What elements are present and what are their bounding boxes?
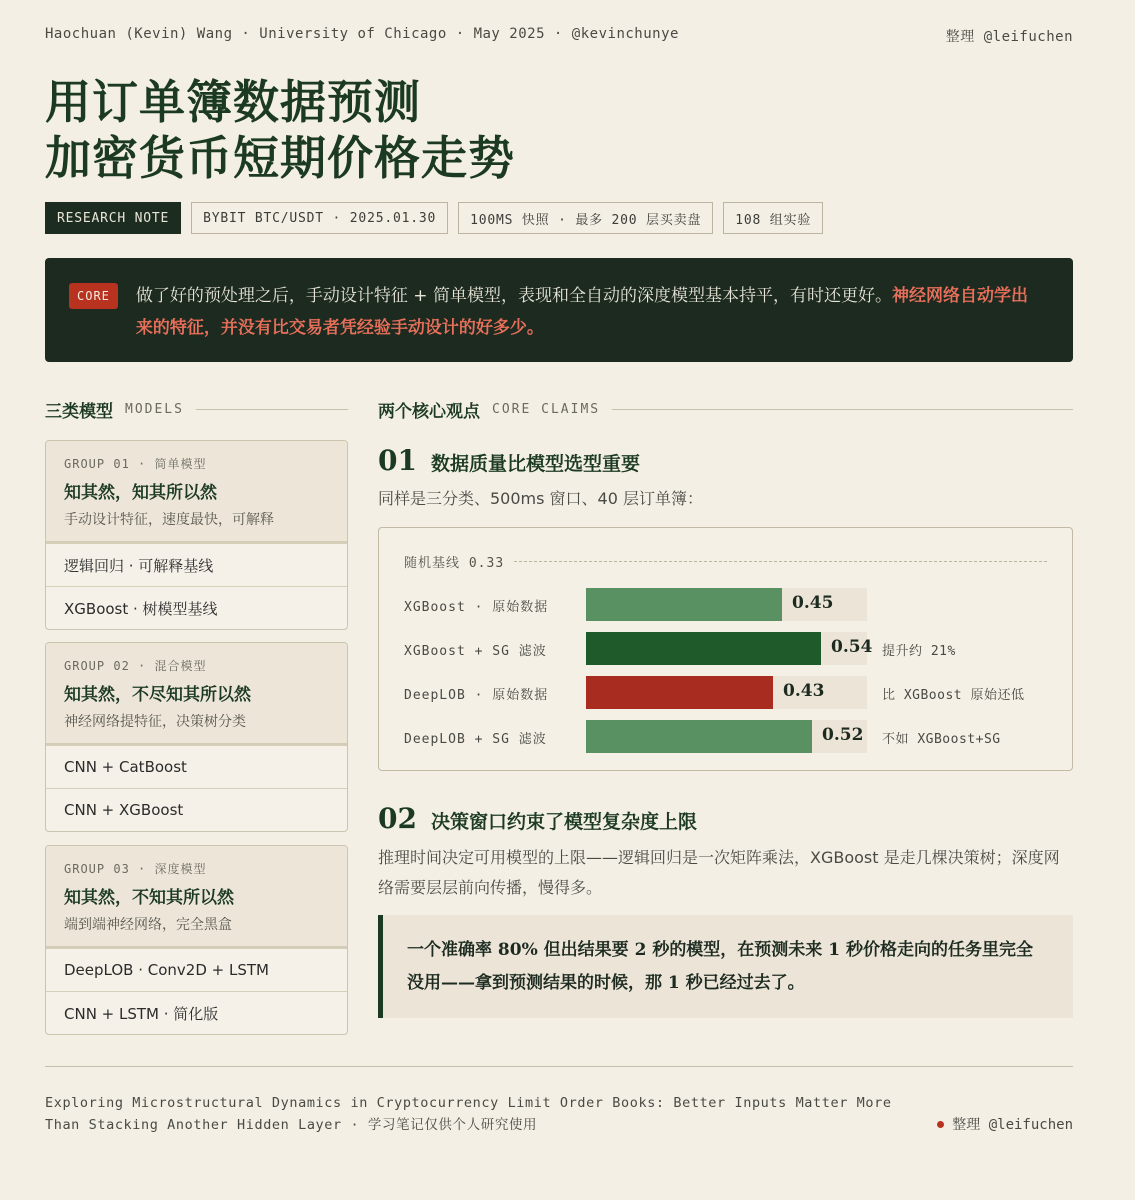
claim-2-heading — [378, 802, 697, 835]
group-desc: 手动设计特征，速度最快，可解释 — [64, 512, 274, 528]
model-item: 逻辑回归 · 可解释基线 — [46, 543, 347, 586]
core-badge: CORE — [69, 283, 118, 309]
group-label: GROUP 03 · 深度模型 — [64, 862, 207, 876]
bar-row — [404, 676, 1054, 709]
claims-heading: 两个核心观点 — [378, 402, 480, 422]
author-byline: Haochuan (Kevin) Wang · University of Chicago · May 2025 · @kevinchunye — [45, 26, 679, 42]
bar — [586, 676, 773, 709]
group-label: GROUP 02 · 混合模型 — [64, 659, 207, 673]
bar-row — [404, 720, 1054, 753]
models-section-header — [45, 397, 348, 422]
bar-label: DeepLOB · 原始数据 — [404, 688, 549, 703]
models-heading-rule — [196, 409, 348, 410]
red-dot-icon — [937, 1121, 944, 1128]
model-group-3 — [45, 845, 348, 1035]
bar-label: DeepLOB + SG 滤波 — [404, 732, 547, 747]
top-byline-bar — [45, 26, 1073, 46]
group-label: GROUP 01 · 简单模型 — [64, 457, 207, 471]
bar-track — [586, 632, 873, 665]
claims-heading-rule — [612, 409, 1073, 410]
model-group-header — [46, 441, 347, 543]
title-line-1: 用订单簿数据预测 — [45, 75, 421, 129]
claim-2-quote: 一个准确率 80% 但出结果要 2 秒的模型，在预测未来 1 秒价格走向的任务里完全没用——拿到预测结果的时候，那 1 秒已经过去了。 — [378, 915, 1073, 1018]
claim-title: 决策窗口约束了模型复杂度上限 — [430, 811, 697, 833]
model-group-1 — [45, 440, 348, 630]
group-desc: 端到端神经网络，完全黑盒 — [64, 917, 232, 933]
footer-citation: Exploring Microstructural Dynamics in Cryptocurrency Limit Order Books: Better Inputs Matter More Than Stacking Another Hidden Layer · 学习笔记仅供个人研究使用 — [45, 1095, 892, 1133]
model-group-2 — [45, 642, 348, 832]
core-text — [136, 280, 1043, 362]
bar — [586, 720, 812, 753]
baseline-dashed-line — [514, 561, 1047, 562]
bar-value: 0.43 — [783, 681, 825, 701]
tag-research-note: RESEARCH NOTE — [45, 202, 181, 234]
core-statement: 做了好的预处理之后，手动设计特征 + 简单模型，表现和全自动的深度模型基本持平，有时还更好。 — [135, 286, 892, 306]
core-highlight: 神经网络自动学出来的特征，并没有比交易者凭经验手动设计的好多少。 — [135, 286, 1028, 338]
model-group-header — [46, 643, 347, 745]
group-desc: 神经网络提特征，决策树分类 — [64, 714, 246, 730]
bar-value: 0.45 — [792, 593, 834, 613]
footer-curator: 整理 @leifuchen — [952, 1117, 1073, 1133]
bar-row — [404, 632, 1054, 665]
models-heading: 三类模型 — [45, 402, 113, 422]
claim-number: 02 — [378, 802, 417, 835]
bar-label: XGBoost + SG 滤波 — [404, 644, 547, 659]
bar-value: 0.54 — [831, 637, 873, 657]
model-group-header — [46, 846, 347, 948]
baseline-label — [404, 552, 504, 571]
model-item: CNN + XGBoost — [46, 788, 347, 831]
model-item: CNN + CatBoost — [46, 745, 347, 788]
curator-credit: 整理 @leifuchen — [945, 29, 1073, 45]
baseline-value: 0.33 — [468, 556, 505, 571]
footer-credit — [937, 1114, 1073, 1134]
bar-track — [586, 676, 867, 709]
group-title: 知其然，知其所以然 — [64, 483, 217, 503]
claims-heading-en: CORE CLAIMS — [492, 402, 601, 417]
group-title: 知其然，不尽知其所以然 — [64, 685, 251, 705]
bar-note: 提升约 21% — [882, 644, 956, 659]
bar-note: 不如 XGBoost+SG — [882, 732, 1001, 747]
core-callout — [45, 258, 1073, 362]
models-heading-en: MODELS — [125, 402, 184, 417]
bar-note: 比 XGBoost 原始还低 — [882, 688, 1025, 703]
bar-track — [586, 588, 867, 621]
bar — [586, 632, 821, 665]
title-line-2: 加密货币短期价格走势 — [45, 131, 515, 185]
page-title — [45, 74, 515, 186]
claim-1-subtitle: 同样是三分类、500ms 窗口、40 层订单簿： — [378, 489, 703, 508]
bar-row — [404, 588, 1054, 621]
bar — [586, 588, 782, 621]
tag-dataset: BYBIT BTC/USDT · 2025.01.30 — [191, 202, 448, 234]
tag-snapshot: 100MS 快照 · 最多 200 层买卖盘 — [458, 202, 713, 234]
random-baseline — [404, 552, 1047, 571]
group-title: 知其然，不知其所以然 — [64, 888, 234, 908]
model-item: CNN + LSTM · 简化版 — [46, 991, 347, 1034]
bar-track — [586, 720, 867, 753]
accuracy-chart — [378, 527, 1073, 771]
model-item: DeepLOB · Conv2D + LSTM — [46, 948, 347, 991]
footer-divider — [45, 1066, 1073, 1067]
claim-2-subtitle: 推理时间决定可用模型的上限——逻辑回归是一次矩阵乘法，XGBoost 是走几棵决策树；深度网络需要层层前向传播，慢得多。 — [378, 848, 1060, 897]
bar-label: XGBoost · 原始数据 — [404, 600, 549, 615]
tag-experiments: 108 组实验 — [723, 202, 823, 234]
tag-row — [45, 202, 823, 234]
claim-1-heading — [378, 444, 640, 477]
bar-value: 0.52 — [822, 725, 864, 745]
claim-number: 01 — [378, 444, 417, 477]
baseline-label-text: 随机基线 — [404, 556, 461, 571]
claim-title: 数据质量比模型选型重要 — [430, 453, 640, 475]
model-item: XGBoost · 树模型基线 — [46, 586, 347, 629]
claims-section-header — [378, 397, 1073, 422]
